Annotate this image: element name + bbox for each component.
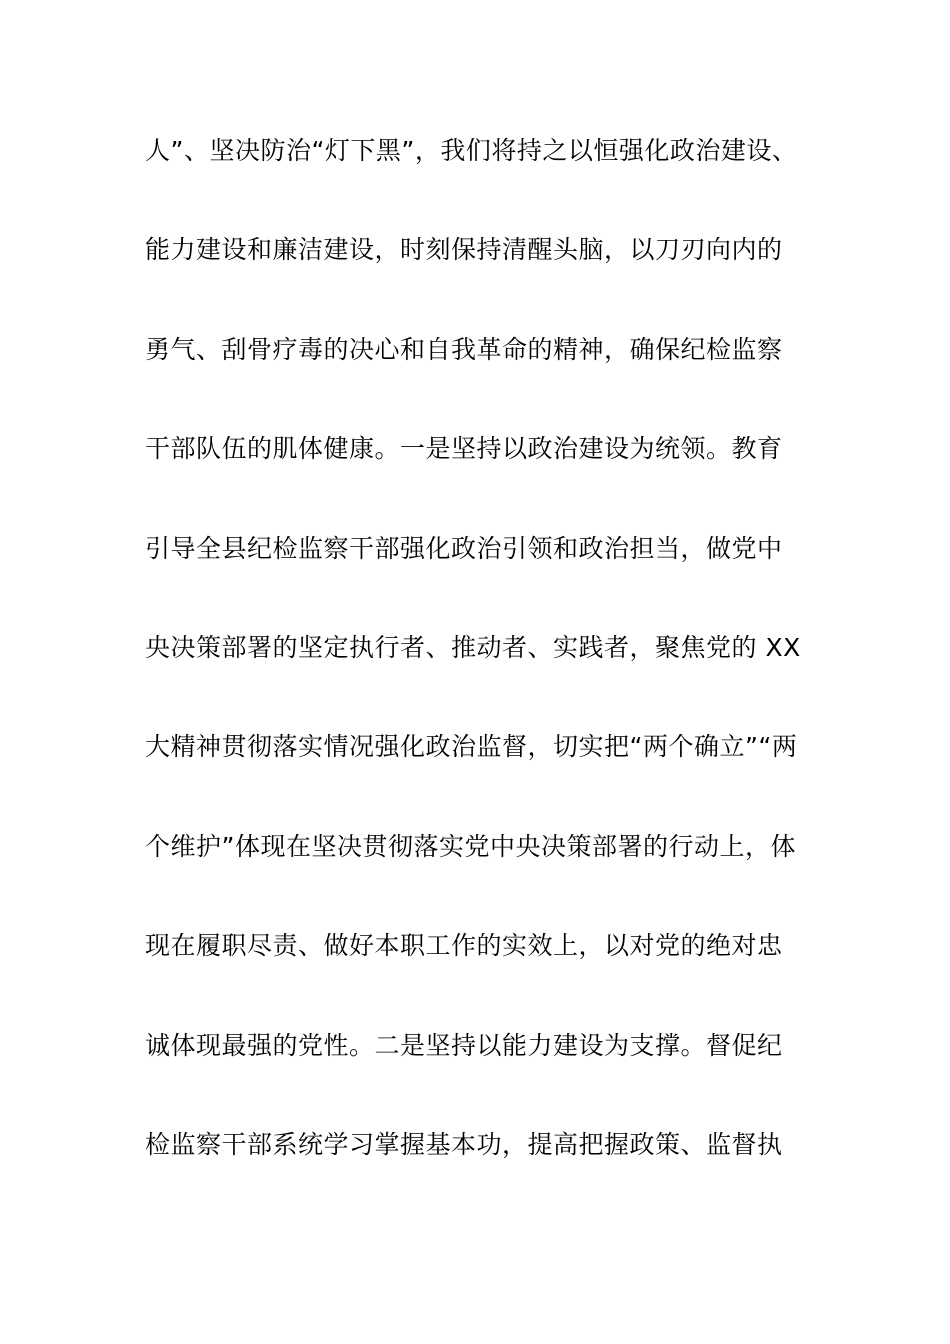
- text-line: 诚体现最强的党性。二是坚持以能力建设为支撑。督促纪: [145, 1030, 783, 1060]
- body-text: [145, 128, 815, 1221]
- text-line: 引导全县纪检监察干部强化政治引领和政治担当，做党中: [145, 533, 783, 563]
- text-line: 检监察干部系统学习掌握基本功，提高把握政策、监督执: [145, 1129, 783, 1159]
- text-line: 个维护”体现在坚决贯彻落实党中央决策部署的行动上，体: [145, 831, 796, 861]
- text-line: 能力建设和廉洁建设，时刻保持清醒头脑，以刀刃向内的: [145, 235, 783, 265]
- text-line: 大精神贯彻落实情况强化政治监督，切实把“两个确立”“两: [145, 732, 798, 762]
- text-line: 央决策部署的坚定执行者、推动者、实践者，聚焦党的 XX: [145, 632, 801, 662]
- text-line: 人”、坚决防治“灯下黑”，我们将持之以恒强化政治建设、: [145, 136, 798, 165]
- text-line: 勇气、刮骨疗毒的决心和自我革命的精神，确保纪检监察: [145, 334, 783, 364]
- text-line: 现在履职尽责、做好本职工作的实效上，以对党的绝对忠: [145, 931, 783, 961]
- text-line: 干部队伍的肌体健康。一是坚持以政治建设为统领。教育: [145, 434, 783, 464]
